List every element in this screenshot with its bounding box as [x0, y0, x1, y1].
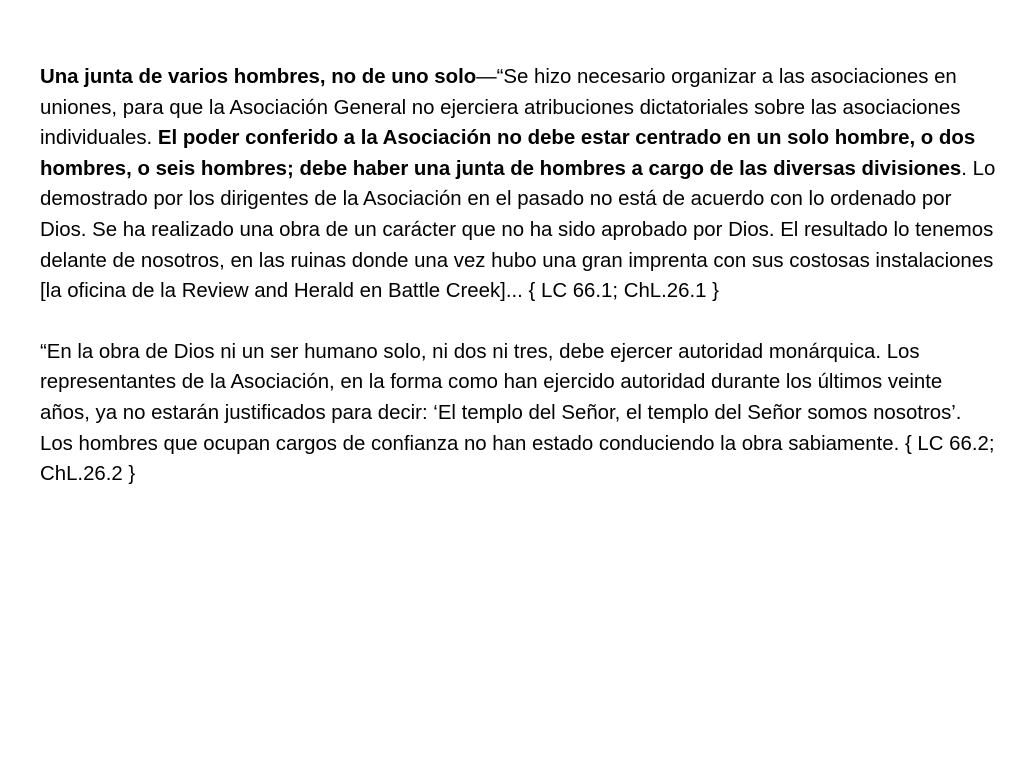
quote-run: —“Se hizo necesario organizar a las asociaciones en uniones, para que la Asociación General no ejerciera atribuciones dictatoriales sobre las asociaciones individuales. [40, 66, 961, 150]
quote-run-2: “En la obra de Dios ni un ser humano solo, ni dos ni tres, debe ejercer autoridad monárquica. Los representantes de la Asociación, en la forma como han ejercido autoridad durante los últimos veinte años, ya no estarán justificados para decir: ‘El templo del Señor, el templo del Señor somos nosotros’. Los hombres que ocupan cargos de confianza no han estado conduciendo la obra sabiamente. { LC 66.2; ChL.26.2 } [40, 340, 995, 486]
paragraph-1 [40, 62, 996, 307]
emphasis-run: El poder conferido a la Asociación no debe estar centrado en un solo hombre, o dos hombres, o seis hombres; debe haber una junta de hombres a cargo de las diversas divisiones [40, 127, 976, 180]
heading-run: Una junta de varios hombres, no de uno solo [40, 66, 477, 88]
paragraph-2 [40, 337, 996, 490]
continuation-run: . Lo demostrado por los dirigentes de la Asociación en el pasado no está de acuerdo con lo ordenado por Dios. Se ha realizado una obra de un carácter que no ha sido aprobado por Dios. El resultado lo tenemos delante de nosotros, en las ruinas donde una vez hubo una gran imprenta con sus costosas instalaciones [la oficina de la Review and Herald en Battle Creek]... { LC 66.1; ChL.26.1 } [40, 157, 996, 303]
